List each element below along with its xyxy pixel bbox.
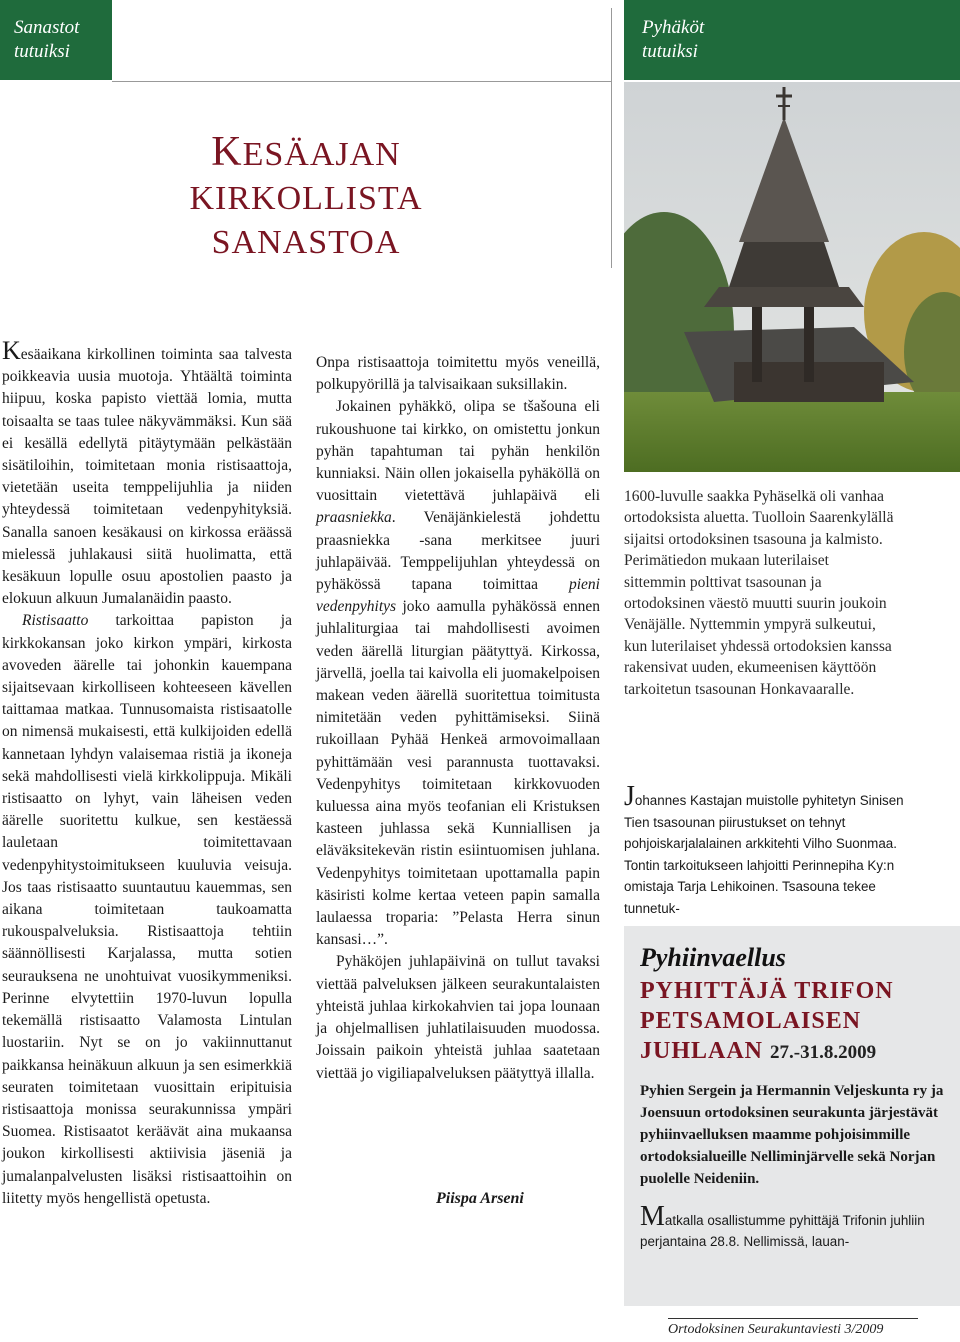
paragraph-ristisaatto	[2, 610, 292, 1209]
box-heading	[640, 976, 946, 1068]
section-tab-left-line2: tutuiksi	[14, 41, 70, 62]
article-column-2	[316, 352, 600, 1085]
section-tab-right-line2: tutuiksi	[642, 41, 698, 62]
title-line-1: KESÄAJAN	[211, 129, 401, 175]
section-tab-left	[0, 0, 112, 80]
section-tab-left-line1: Sanastot	[14, 17, 80, 38]
term-praasniekka: praasniekka	[316, 509, 392, 527]
article-column-1	[2, 336, 292, 1210]
term-vedenpyhitys: pieni vedenpyhitys	[316, 576, 600, 616]
ristisaatto-text: tarkoittaa papiston ja kirkkokansan joko kirkon ympäri, kirkosta avoveden äärelle tai johonkin kauempana sijaitsevaan kirkolliseen kohteeseen kävellen taittamaa matkaa. Tunnusomaista ristisaatolle on nimensä mukaisesti, että kulkijoiden edellä kannetaan lyhdyn valaisemaa ristiä ja ikoneja sekä mahdollisesti vielä kirkkolippuja. Mikäli ristisaatto on lyhyt, vain läheisen veden äärelle suoritettu kulkue, sen kestäessä lauletaan toimitettavaan vedenpyhitystoimitukseen kuuluvia veisuja. Jos taas ristisaatto suuntautuu kauemmas, sen aikana toimitetaan taukoamatta rukouspalveluksia. Ristisaattoja tehtiin säännöllisesti Karjalassa, mutta sotien seurauksena ne unohtuivat vuosikymmeniksi. Perinne elvytettiin 1970-luvun lopulla tekemällä ristisaatto Valamosta Lintulan luostariin. Nyt se on jo vakiinnuttanut paikkansa heinäkuun alkuun ja sen esimerkkiä seuraten toimitetaan vuosittain eripituisia ristisaattoja monissa seurakunnissa ympäri Suomea. Ristisaatot keräävät aina mukaansa joukon kirkollisesti aktiivisia jäseniä ja jumalanpalvelusten lisäksi ristisaattoihin on liitetty myös hengellistä opetusta.	[2, 612, 292, 1207]
praasniekka-text-a: Jokainen pyhäkkö, olipa se tšašouna eli rukoushuone tai kirkko, on omistettu jonkun pyhän tapahtuman tai pyhän henkilön kunniaksi. Näin ollen jokaisella pyhäköllä on vuosittain vietettävä juhlapäivä eli	[316, 398, 600, 505]
box-heading-line-1: PYHITTÄJÄ TRIFON	[640, 978, 894, 1004]
johannes-text	[624, 781, 914, 920]
wooden-bell-tower-photo	[624, 82, 960, 472]
title-line-2: KIRKOLLISTA	[189, 180, 423, 217]
box-body-2	[640, 1201, 946, 1252]
box-heading-line-3	[640, 1036, 946, 1068]
praasniekka-text-c: joko aamulla pyhäkössä ennen juhlaliturgiaa tai mahdollisesti avoimen veden äärellä liturgian päätyttyä. Kirkossa, järvellä, joella tai kaivolla eli juomakelpoisen makean veden äärellä suoritettua toimitusta nimitetään veden pyhittämiseksi. Siinä rukoillaan Pyhää Henkeä armovoimallaan pyhittämään vesi parannusta tuottavaksi. Vedenpyhitys toimitetaan kirkkovuoden kuluessa aina myös teofanian eli Kristuksen kasteen juhlassa sekä Kunniallisen ja eläväksitekevän ristin esiintuomisen juhlana. Vedenpyhitys toimitetaan upottamalla papin käsiristi kolme kertaa veteen papin samalla laulaessa troparia: ”Pelasta Herra sinun kansasi…”.	[316, 598, 600, 949]
sidebar-column-caption	[624, 781, 914, 920]
title-line-3: SANASTOA	[211, 224, 401, 261]
drop-cap-m: M	[640, 1201, 665, 1232]
paragraph-praasniekka	[316, 396, 600, 951]
box-dates: 27.-31.8.2009	[770, 1042, 877, 1063]
box-heading-line-2: PETSAMOLAISEN	[640, 1008, 862, 1034]
sidebar-column-intro	[624, 486, 894, 700]
title-line-1-rest: ESÄAJAN	[242, 136, 401, 173]
drop-cap: K	[2, 336, 21, 365]
article-title	[166, 130, 446, 265]
paragraph-juhlapaivat: Pyhäköjen juhlapäivinä on tullut tavaksi viettää palveluksen jälkeen seurakuntalaisten yhteistä juhlaa kirkokahvien tai jopa lounaan ja ohjelmallisen juhlatilaisuuden muodossa. Joissain paikoin yhteistä juhlaa saatetaan viettää jo vigiliapalveluksen päätyttyä illalla.	[316, 953, 600, 1082]
paragraph-intro	[2, 336, 292, 610]
johannes-text-rest: ohannes Kastajan muistolle pyhitetyn Sinisen Tien tsasounan piirustukset on tehnyt pohjoiskarjalalainen arkkitehti Vilho Suonmaa. Tontin tarkoitukseen lahjoitti Perinnepiha Ky:n omistaja Tarja Lehikoinen. Tsasouna tekee tunnetuk-	[624, 793, 904, 916]
author-signature: Piispa Arseni	[436, 1190, 524, 1207]
paragraph-boats: Onpa ristisaattoja toimitettu myös veneillä, polkupyörillä ja talvisaikaan suksillakin.	[316, 354, 600, 394]
box-body: Pyhien Sergein ja Hermannin Veljeskunta ry ja Joensuun ortodoksinen seurakunta järjestävät pyhiinvaelluksen maamme pohjoisimmille ortodoksialueille Nelliminjärvelle sekä Norjan puolelle Neideniin.	[640, 1083, 944, 1187]
footer-rule	[668, 1318, 918, 1319]
header-rule-left	[112, 81, 611, 82]
pyhaselka-text: 1600-luvulle saakka Pyhäselkä oli vanhaa ortodoksista aluetta. Tuolloin Saarenkylällä sijaitsi ortodoksinen tsasouna ja kalmisto. Perimätiedon mukaan luterilaiset sittemmin polttivat tsasounan ja ortodoksinen väestö muutti suurin joukoin Venäjälle. Nyttemmin ympyrä sulkeutui, kun luterilaiset yhdessä ortodoksien kanssa rakensivat uuden, ekumeenisen käyttöön tarkoitetun tsasounan Honkavaaralle.	[624, 488, 894, 698]
box-body-2-rest: atkalla osallistumme pyhittäjä Trifonin juhliin perjantaina 28.8. Nellimissä, lauan-	[640, 1213, 925, 1249]
section-tab-right-line1: Pyhäköt	[642, 17, 705, 38]
intro-text: esäaikana kirkollinen toiminta saa talvesta poikkeavia uusia muotoja. Yhtäältä toiminta hiipuu, koska papisto viettää lomia, mutta toisaalta se taas tulee näkyvämmäksi. Kun sää ei kesällä edellytä pitäytymään pelkästään sisätiloihin, toimitetaan monia ristisaattoja, vietetään useita temppelijuhlia ja niiden yhteydessä toimitetaan vedenpyhityksiä. Sanalla sanoen kesäkausi on kirkossa eräässä mielessä juhlakausi siitä huolimatta, että kesäkuun lopulle osuu apostolien paasto ja elokuun alkuun Jumalanäidin paasto.	[2, 346, 292, 608]
footer-publication: Ortodoksinen Seurakuntaviesti 3/2009	[668, 1322, 884, 1337]
column-divider	[611, 8, 612, 268]
pilgrimage-box	[624, 926, 960, 1306]
term-ristisaatto: Ristisaatto	[22, 612, 89, 630]
box-heading-last: JUHLAAN	[640, 1038, 764, 1064]
section-tab-right	[624, 0, 960, 80]
drop-cap-j: J	[624, 781, 635, 812]
praasniekka-text-b: . Venäjänkielestä johdettu praasniekka -sana merkitsee juuri juhlapäivää. Temppelijuhlan yhteydessä on pyhäkössä tapana toimittaa	[316, 509, 600, 594]
photo-illustration	[624, 82, 960, 472]
box-kicker: Pyhiinvaellus	[640, 943, 786, 972]
